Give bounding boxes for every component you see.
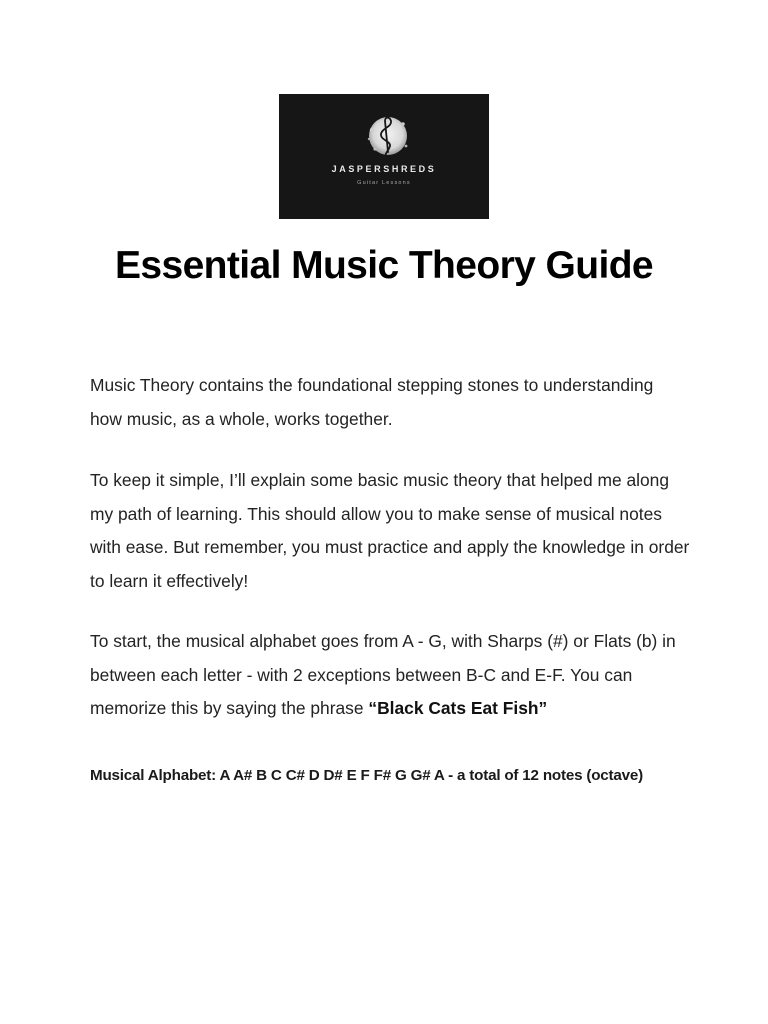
- logo-brand-name: JASPERSHREDS: [331, 164, 437, 174]
- mnemonic-phrase: “Black Cats Eat Fish”: [368, 698, 548, 719]
- logo-subtitle: Guitar Lessons: [357, 180, 411, 186]
- alphabet-paragraph-text: To start, the musical alphabet goes from A - G, with Sharps (#) or Flats (b) in between each letter - with 2 exceptions between B-C and E-F. You can memorize this by saying the phrase: [90, 631, 676, 719]
- brand-logo: [279, 94, 489, 219]
- explanation-paragraph: To keep it simple, I’ll explain some basic music theory that helped me along my path of learning. This should allow you to make sense of musical notes with ease. But remember, you must practice and apply the knowledge in order to learn it effectively!: [90, 470, 690, 592]
- alphabet-paragraph: [90, 625, 690, 726]
- intro-paragraph: Music Theory contains the foundational stepping stones to understanding how music, as a whole, works together.: [90, 375, 654, 429]
- musical-alphabet-line: Musical Alphabet: A A# B C C# D D# E F F# G G# A - a total of 12 notes (octave): [90, 767, 643, 784]
- logo-emblem: [279, 94, 489, 219]
- page-title: Essential Music Theory Guide: [114, 244, 654, 287]
